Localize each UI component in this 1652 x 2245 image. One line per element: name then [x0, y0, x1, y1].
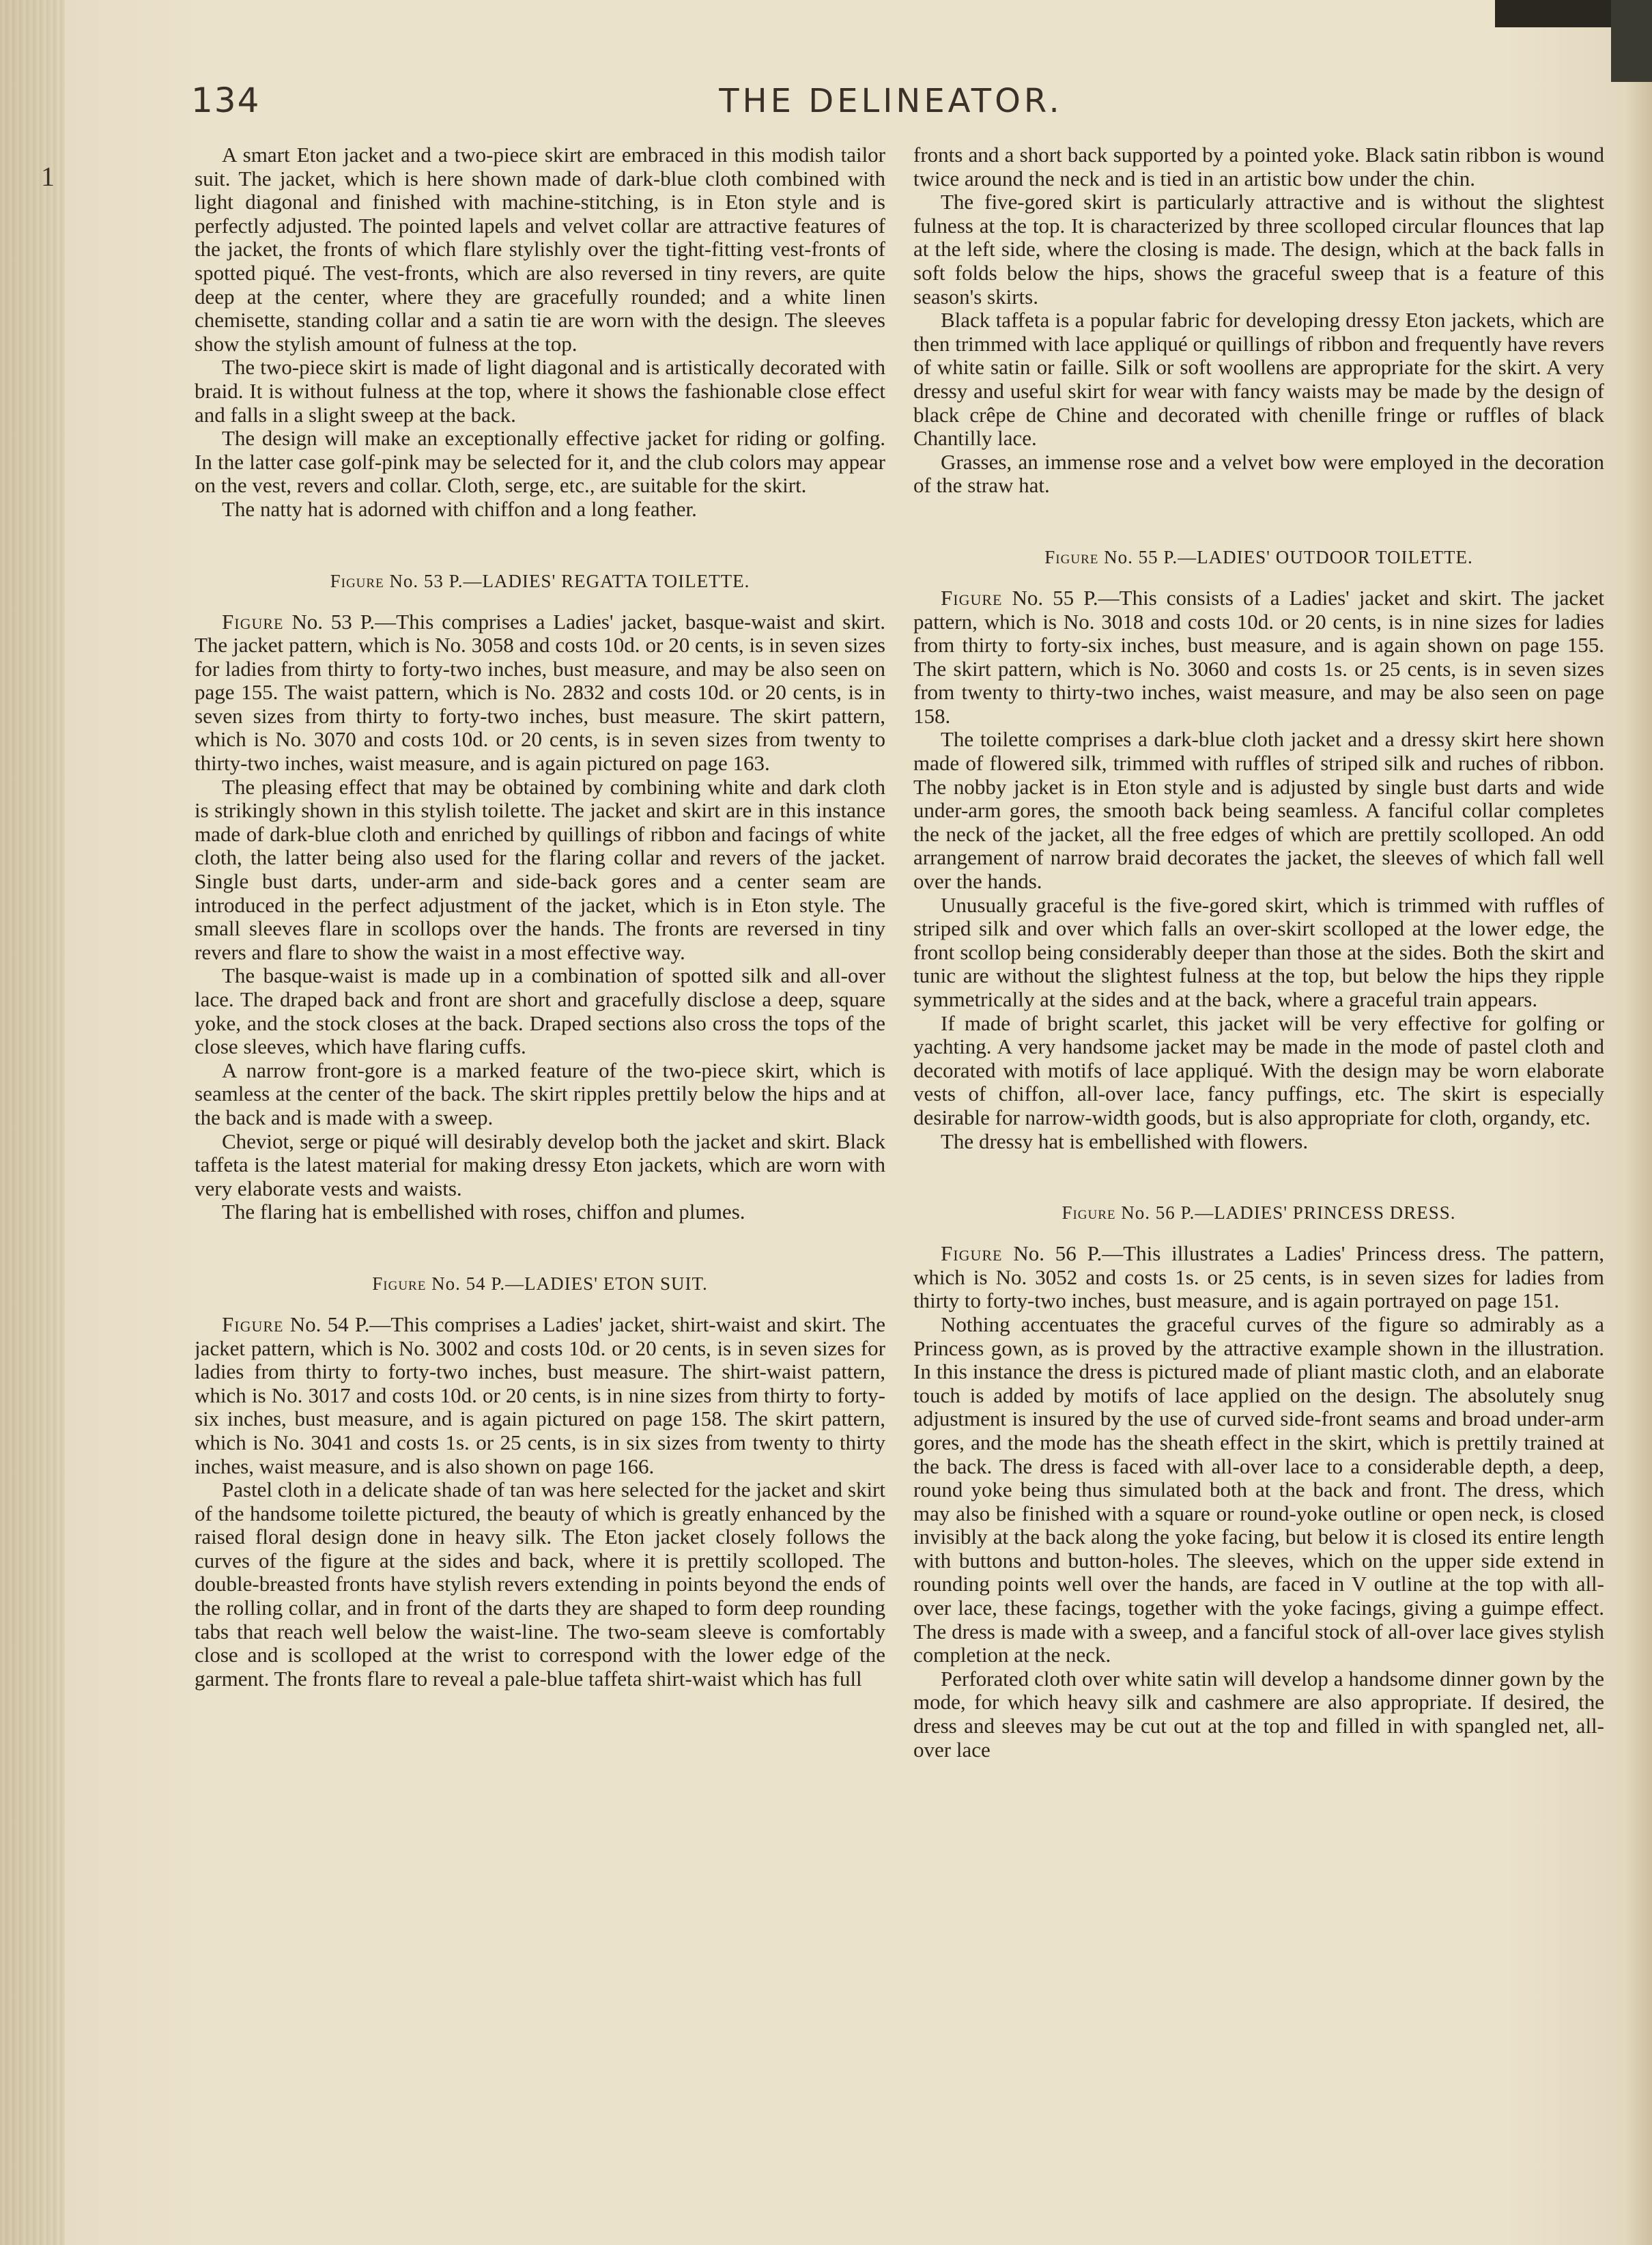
paragraph-continuation: fronts and a short back supported by a pointed yoke. Black satin ribbon is wound twice around the neck and is tied in an artistic bow under the chin. — [913, 143, 1604, 190]
right-column — [913, 143, 1604, 2219]
heading-label: Figure — [1044, 546, 1099, 567]
lead-text: No. 53 P.—This comprises a Ladies' jacket, basque-waist and skirt. The jacket pattern, which is No. 3058 and costs 10d. or 20 cents, is in seven sizes for ladies from thirty to forty-two inches, bust measure, and may be also seen on page 155. The waist pattern, which is No. 2832 and costs 10d. or 20 cents, is in seven sizes from thirty to forty-two inches, bust measure. The skirt pattern, which is No. 3070 and costs 10d. or 20 cents, is in seven sizes from twenty to thirty-two inches, waist measure, and is again pictured on page 163. — [195, 609, 885, 776]
lead-text: No. 56 P.—This illustrates a Ladies' Princess dress. The pattern, which is No. 3052 and costs 1s. or 25 cents, is in seven sizes for ladies from thirty to forty-two inches, bust measure, and is again portrayed on page 151. — [913, 1241, 1604, 1313]
lead-paragraph — [195, 610, 885, 776]
lead-paragraph — [195, 1313, 885, 1478]
lead-label: Figure — [222, 1312, 284, 1336]
paragraph: The design will make an exceptionally effective jacket for riding or golfing. In the latter case golf-pink may be selected for it, and the club colors may appear on the vest, revers and collar. Cloth, serge, etc., are suitable for the skirt. — [195, 426, 885, 498]
heading-label: Figure — [330, 570, 384, 591]
lead-label: Figure — [941, 1241, 1003, 1266]
paragraph: The basque-waist is made up in a combination of spotted silk and all-over lace. The draped back and front are short and gracefully disclose a deep, square yoke, and the stock closes at the back. Draped sections also cross the tops of the close sleeves, which have flaring cuffs. — [195, 963, 885, 1059]
paragraph: The flaring hat is embellished with roses, chiffon and plumes. — [222, 1200, 745, 1224]
paragraph: The five-gored skirt is particularly attractive and is without the slightest fulness at the top. It is characterized by three scolloped circular flounces that lap at the left side, where the closing is made. The design, which at the back falls in soft folds below the hips, shows the graceful sweep that is a feature of this season's skirts. — [913, 190, 1604, 309]
paragraph: Grasses, an immense rose and a velvet bow were employed in the decoration of the straw hat. — [913, 449, 1604, 498]
heading-label: Figure — [372, 1273, 427, 1294]
heading-label: Figure — [1062, 1202, 1116, 1224]
heading-text: No. 55 P.—LADIES' OUTDOOR TOILETTE. — [1104, 546, 1473, 567]
lead-label: Figure — [222, 609, 284, 634]
paragraph: The natty hat is adorned with chiffon and a long feather. — [222, 496, 697, 521]
page-header — [191, 81, 1591, 128]
paragraph: The two-piece skirt is made of light diagonal and is artistically decorated with braid. It is without fulness at the top, where it shows the fashionable close effect and falls in a slight sweep at the back. — [195, 355, 885, 427]
paragraph: Nothing accentuates the graceful curves of the figure so admirably as a Princess gown, as is proved by the attractive example shown in the illustration. In this instance the dress is pictured made of pliant mastic cloth, and an elaborate touch is added by motifs of lace applied on the design. The absolutely snug adjustment is insured by the use of curved side-front seams and broad under-arm gores, and the mode has the sheath effect in the skirt, which is prettily trained at the back. The dress is faced with all-over lace to a considerable depth, a deep, round yoke being thus simulated both at the back and front. The dress, which may also be finished with a square or round-yoke outline or open neck, is closed invisibly at the back along the yoke facing, but below it is closed its entire length with buttons and button-holes. The sleeves, which on the upper side extend in rounding points well over the hands, are faced in V outline at the top with all-over lace, these facings, together with the yoke facings, giving a guimpe effect. The dress is made with a sweep, and a fanciful stock of all-over lace gives stylish completion at the neck. — [913, 1312, 1604, 1667]
section-heading-55 — [913, 546, 1604, 569]
lead-paragraph — [913, 587, 1604, 729]
paragraph: The toilette comprises a dark-blue cloth jacket and a dressy skirt here shown made of flowered silk, trimmed with ruffles of striped silk and ruches of ribbon. The nobby jacket is in Eton style and is adjusted by single bust darts and wide under-arm gores, the smooth back being seamless. A fanciful collar completes the neck of the jacket, all the free edges of which are prettily scolloped. An odd arrangement of narrow braid decorates the jacket, the sleeves of which fall well over the hands. — [913, 727, 1604, 894]
paragraph: If made of bright scarlet, this jacket will be very effective for golfing or yachting. A very handsome jacket may be made in the mode of pastel cloth and decorated with motifs of lace appliqué. With the design may be worn elaborate vests of chiffon, all-over lace, fancy puffings, etc. The skirt is especially desirable for narrow-width goods, but is also appropriate for cloth, organdy, etc. — [913, 1011, 1604, 1129]
paragraph: Cheviot, serge or piqué will desirably develop both the jacket and skirt. Black taffeta is the latest material for making dressy Eton jackets, which are worn with very elaborate vests and waists. — [195, 1129, 885, 1200]
section-heading-53 — [195, 569, 885, 593]
margin-mark: 1 — [41, 161, 55, 192]
lead-text: No. 54 P.—This comprises a Ladies' jacket, shirt-waist and skirt. The jacket pattern, which is No. 3002 and costs 10d. or 20 cents, is in seven sizes for ladies from thirty to forty-two inches, bust measure. The shirt-waist pattern, which is No. 3017 and costs 10d. or 20 cents, is in nine sizes from thirty to forty-six inches, bust measure, and is again pictured on page 158. The skirt pattern, which is No. 3041 and costs 1s. or 25 cents, is in six sizes from twenty to thirty inches, waist measure, and is also shown on page 166. — [195, 1312, 885, 1478]
paragraph: A smart Eton jacket and a two-piece skirt are embraced in this modish tailor suit. The jacket, which is here shown made of dark-blue cloth combined with light diagonal and finished with machine-stitching, is in Eton style and is perfectly adjusted. The pointed lapels and velvet collar are attractive features of the jacket, the fronts of which flare stylishly over the tight-fitting vest-fronts of spotted piqué. The vest-fronts, which are also reversed in tiny revers, are quite deep at the center, where they are gracefully rounded; and a white linen chemisette, standing collar and a satin tie are worn with the design. The sleeves show the stylish amount of fulness at the top. — [195, 143, 885, 356]
left-column — [195, 143, 885, 2219]
paragraph: A narrow front-gore is a marked feature of the two-piece skirt, which is seamless at the center of the back. The skirt ripples prettily below the hips and at the back and is made with a sweep. — [195, 1058, 885, 1129]
paragraph: Black taffeta is a popular fabric for developing dressy Eton jackets, which are then trimmed with lace appliqué or quillings of ribbon and frequently have revers of white satin or faille. Silk or soft woollens are appropriate for the skirt. A very dressy and useful skirt for wear with fancy waists may be made by the design of black crêpe de Chine and decorated with chenille fringe or ruffles of black Chantilly lace. — [913, 308, 1604, 451]
page-edge-shadow — [0, 0, 65, 2245]
paragraph: Perforated cloth over white satin will develop a handsome dinner gown by the mode, for which heavy silk and cashmere are also appropriate. If desired, the dress and sleeves may be cut out at the top and filled in with spangled net, all-over lace — [913, 1666, 1604, 1762]
lead-paragraph — [913, 1242, 1604, 1313]
paragraph: Pastel cloth in a delicate shade of tan was here selected for the jacket and skirt of the handsome toilette pictured, the beauty of which is greatly enhanced by the raised floral design done in heavy silk. The Eton jacket closely follows the curves of the figure at the sides and back, where it is prettily scolloped. The double-breasted fronts have stylish revers extending in points beyond the ends of the rolling collar, and in front of the darts they are shaped to form deep rounding tabs that reach well below the waist-line. The two-seam sleeve is comfortably close and is scolloped at the wrist to correspond with the lower edge of the garment. The fronts flare to reveal a pale-blue taffeta shirt-waist which has full — [195, 1478, 885, 1691]
lead-label: Figure — [941, 585, 1003, 610]
lead-text: No. 55 P.—This consists of a Ladies' jacket and skirt. The jacket pattern, which is No. 3018 and costs 10d. or 20 cents, is in nine sizes for ladies from thirty to forty-six inches, bust measure, and is again shown on page 155. The skirt pattern, which is No. 3060 and costs 1s. or 25 cents, is in seven sizes from twenty to thirty-two inches, waist measure, and may be also seen on page 158. — [913, 585, 1604, 728]
paragraph: The dressy hat is embellished with flowers. — [941, 1129, 1309, 1153]
heading-text: No. 54 P.—LADIES' ETON SUIT. — [431, 1273, 708, 1294]
heading-text: No. 53 P.—LADIES' REGATTA TOILETTE. — [389, 570, 750, 591]
heading-text: No. 56 P.—LADIES' PRINCESS DRESS. — [1121, 1202, 1456, 1224]
running-head-title: THE DELINEATOR. — [719, 82, 1063, 120]
page-number: 134 — [191, 81, 261, 120]
scan-background-corner-edge — [1611, 0, 1652, 82]
section-heading-56 — [913, 1201, 1604, 1224]
section-heading-54 — [195, 1272, 885, 1295]
paragraph: Unusually graceful is the five-gored skirt, which is trimmed with ruffles of striped silk and over which falls an over-skirt scolloped at the lower edge, the front scollop being considerably deeper than those at the sides. Both the skirt and tunic are without the slightest fulness at the top, but below the hips they ripple symmetrically at the sides and at the back, where a graceful train appears. — [913, 892, 1604, 1011]
paragraph: The pleasing effect that may be obtained by combining white and dark cloth is strikingly shown in this stylish toilette. The jacket and skirt are in this instance made of dark-blue cloth and enriched by quillings of ribbon and facings of white cloth, the latter being also used for the flaring collar and revers of the jacket. Single bust darts, under-arm and side-back gores and a center seam are introduced in the perfect adjustment of the jacket, which is in Eton style. The small sleeves flare in scollops over the hands. The fronts are reversed in tiny revers and flare to show the waist in a most effective way. — [195, 774, 885, 964]
